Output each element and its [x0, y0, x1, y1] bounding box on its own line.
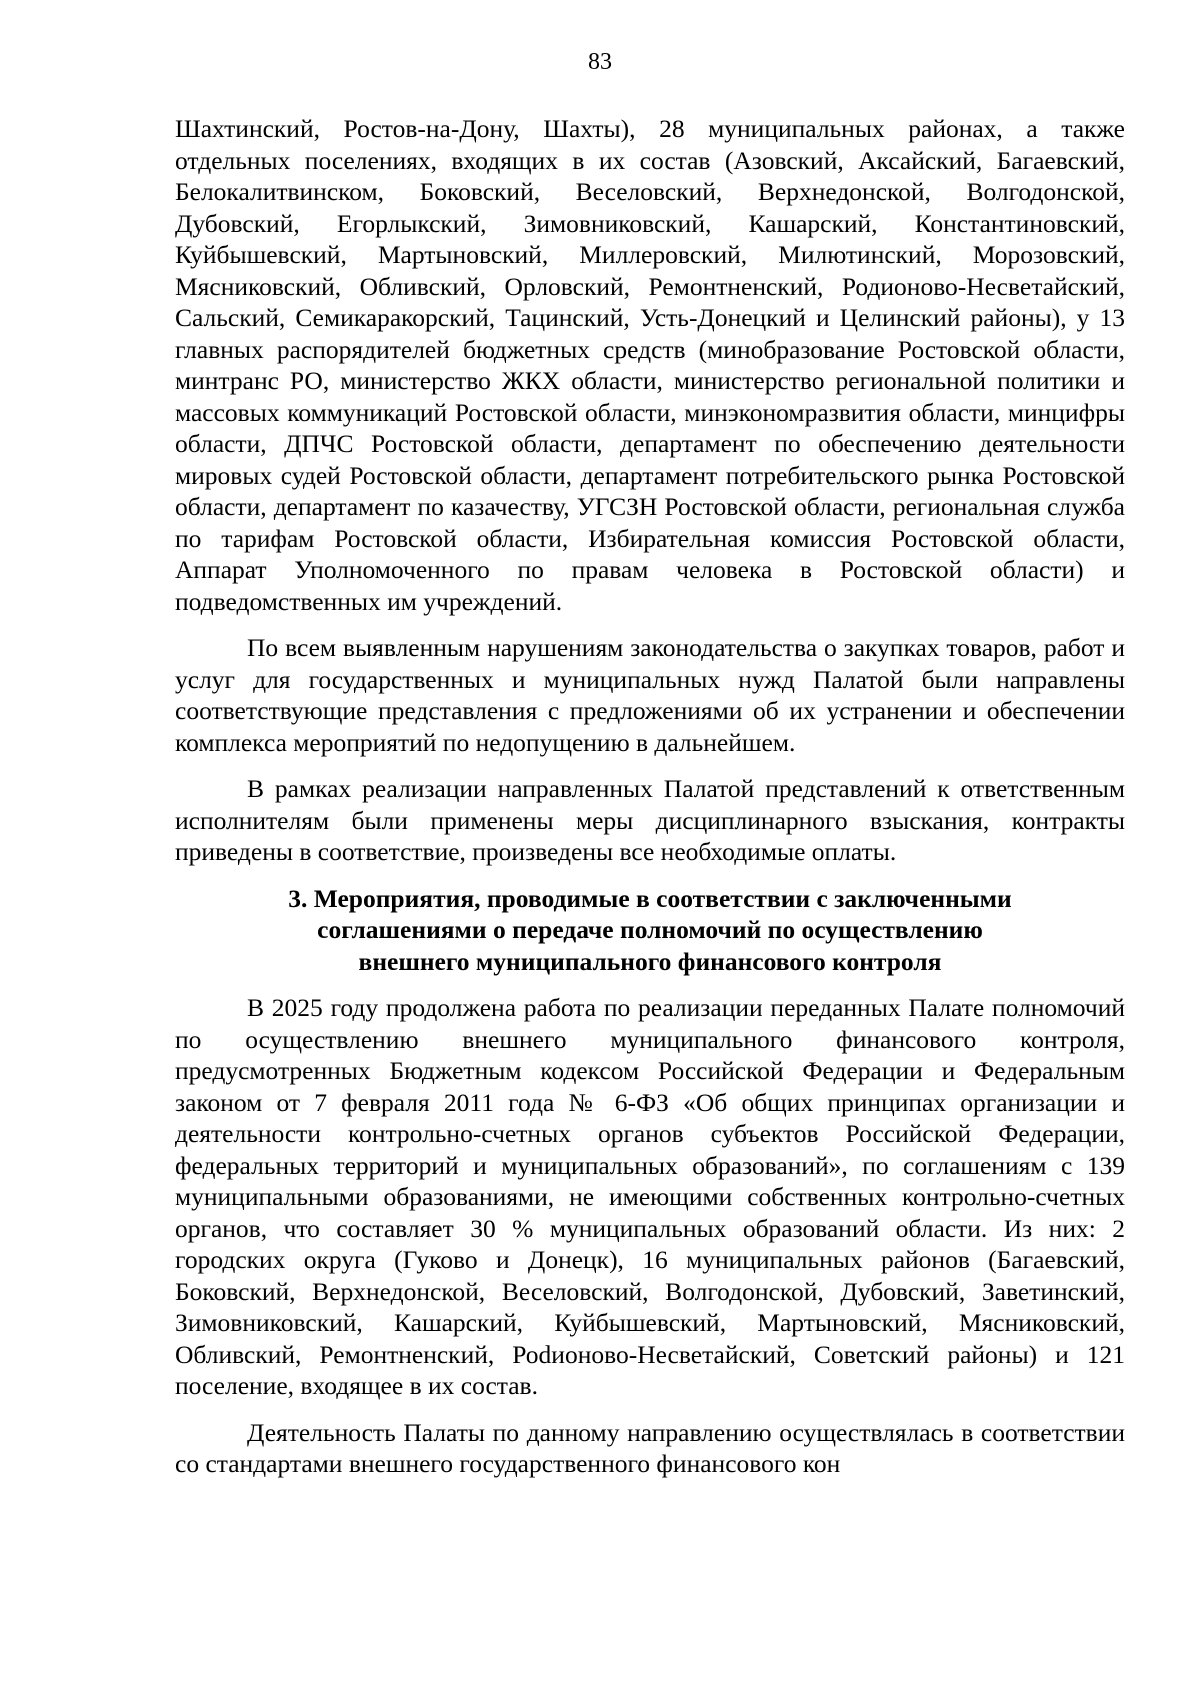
section-heading [175, 883, 1125, 978]
page-number: 83 [588, 49, 612, 75]
page-body [175, 113, 1125, 1480]
paragraph-2025-work: В 2025 году продолжена работа по реализации переданных Палате полномочий по осуществлению внешнего муниципального финансового контроля, предусмотренных Бюджетным кодексом Российской Федерации и Федеральным законом от 7 февраля 2011 года № 6-ФЗ «Об общих принципах организации и деятельности контрольно-счетных органов субъектов Российской Федерации, федеральных территорий и муниципальных образований», по соглашениям с 139 муниципальными образованиями, не имеющими собственных контрольно-счетных органов, что составляет 30 % муниципальных образований области. Из них: 2 городских округа (Гуково и Донецк), 16 муниципальных районов (Багаевский, Боковский, Верхнедонской, Веселовский, Волгодонской, Дубовский, Заветинский, Зимовниковский, Кашарский, Куйбышевский, Мартыновский, Мясниковский, Обливский, Ремонтненский, Роdионово-Несветайский, Советский районы) и 121 поселение, входящее в их состав. [175, 993, 1125, 1400]
paragraph-disciplinary-measures: В рамках реализации направленных Палатой представлений к ответственным исполнителям были применены меры дисциплинарного взыскания, контракты приведены в соответствие, произведены все необходимые оплаты. [175, 774, 1125, 866]
paragraph-continuation: Шахтинский, Ростов-на-Дону, Шахты), 28 муниципальных районах, а также отдельных поселениях, входящих в их состав (Азовский, Аксайский, Багаевский, Белокалитвинском, Боковский, Веселовский, Верхнедонской, Волгодонской, Дубовский, Егорлыкский, Зимовниковский, Кашарский, Константиновский, Куйбышевский, Мартыновский, Миллеровский, Милютинский, Морозовский, Мясниковский, Обливский, Орловский, Ремонтненский, Родионово-Несветайский, Сальский, Семикаракорский, Тацинский, Усть-Донецкий и Целинский районы), у 13 главных распорядителей бюджетных средств (минобразование Ростовской области, минтранс РО, министерство ЖКХ области, министерство региональной политики и массовых коммуникаций Ростовской области, минэкономразвития области, минцифры области, ДПЧС Ростовской области, департамент по обеспечению деятельности мировых судей Ростовской области, департамент потребительского рынка Ростовской области, департамент по казачеству, УГСЗН Ростовской области, региональная служба по тарифам Ростовской области, Избирательная комиссия Ростовской области, Аппарат Уполномоченного по правам человека в Ростовской области) и подведомственных им учреждений. [175, 114, 1125, 616]
section-heading-line-1: 3. Мероприятия, проводимые в соответствии с заключенными [288, 883, 1012, 913]
section-heading-line-2: соглашениями о передаче полномочий по осуществлению [317, 915, 983, 944]
paragraph-procurement-violations: По всем выявленным нарушениям законодательства о закупках товаров, работ и услуг для государственных и муниципальных нужд Палатой были направлены соответствующие представления с предложениями об их устранении и обеспечении комплекса мероприятий по недопущению в дальнейшем. [175, 633, 1125, 757]
paragraph-activity-standards: Деятельность Палаты по данному направлению осуществлялась в соответствии со стандартами внешнего государственного финансового кон [175, 1417, 1125, 1478]
section-heading-line-3: внешнего муниципального финансового контроля [358, 946, 942, 976]
